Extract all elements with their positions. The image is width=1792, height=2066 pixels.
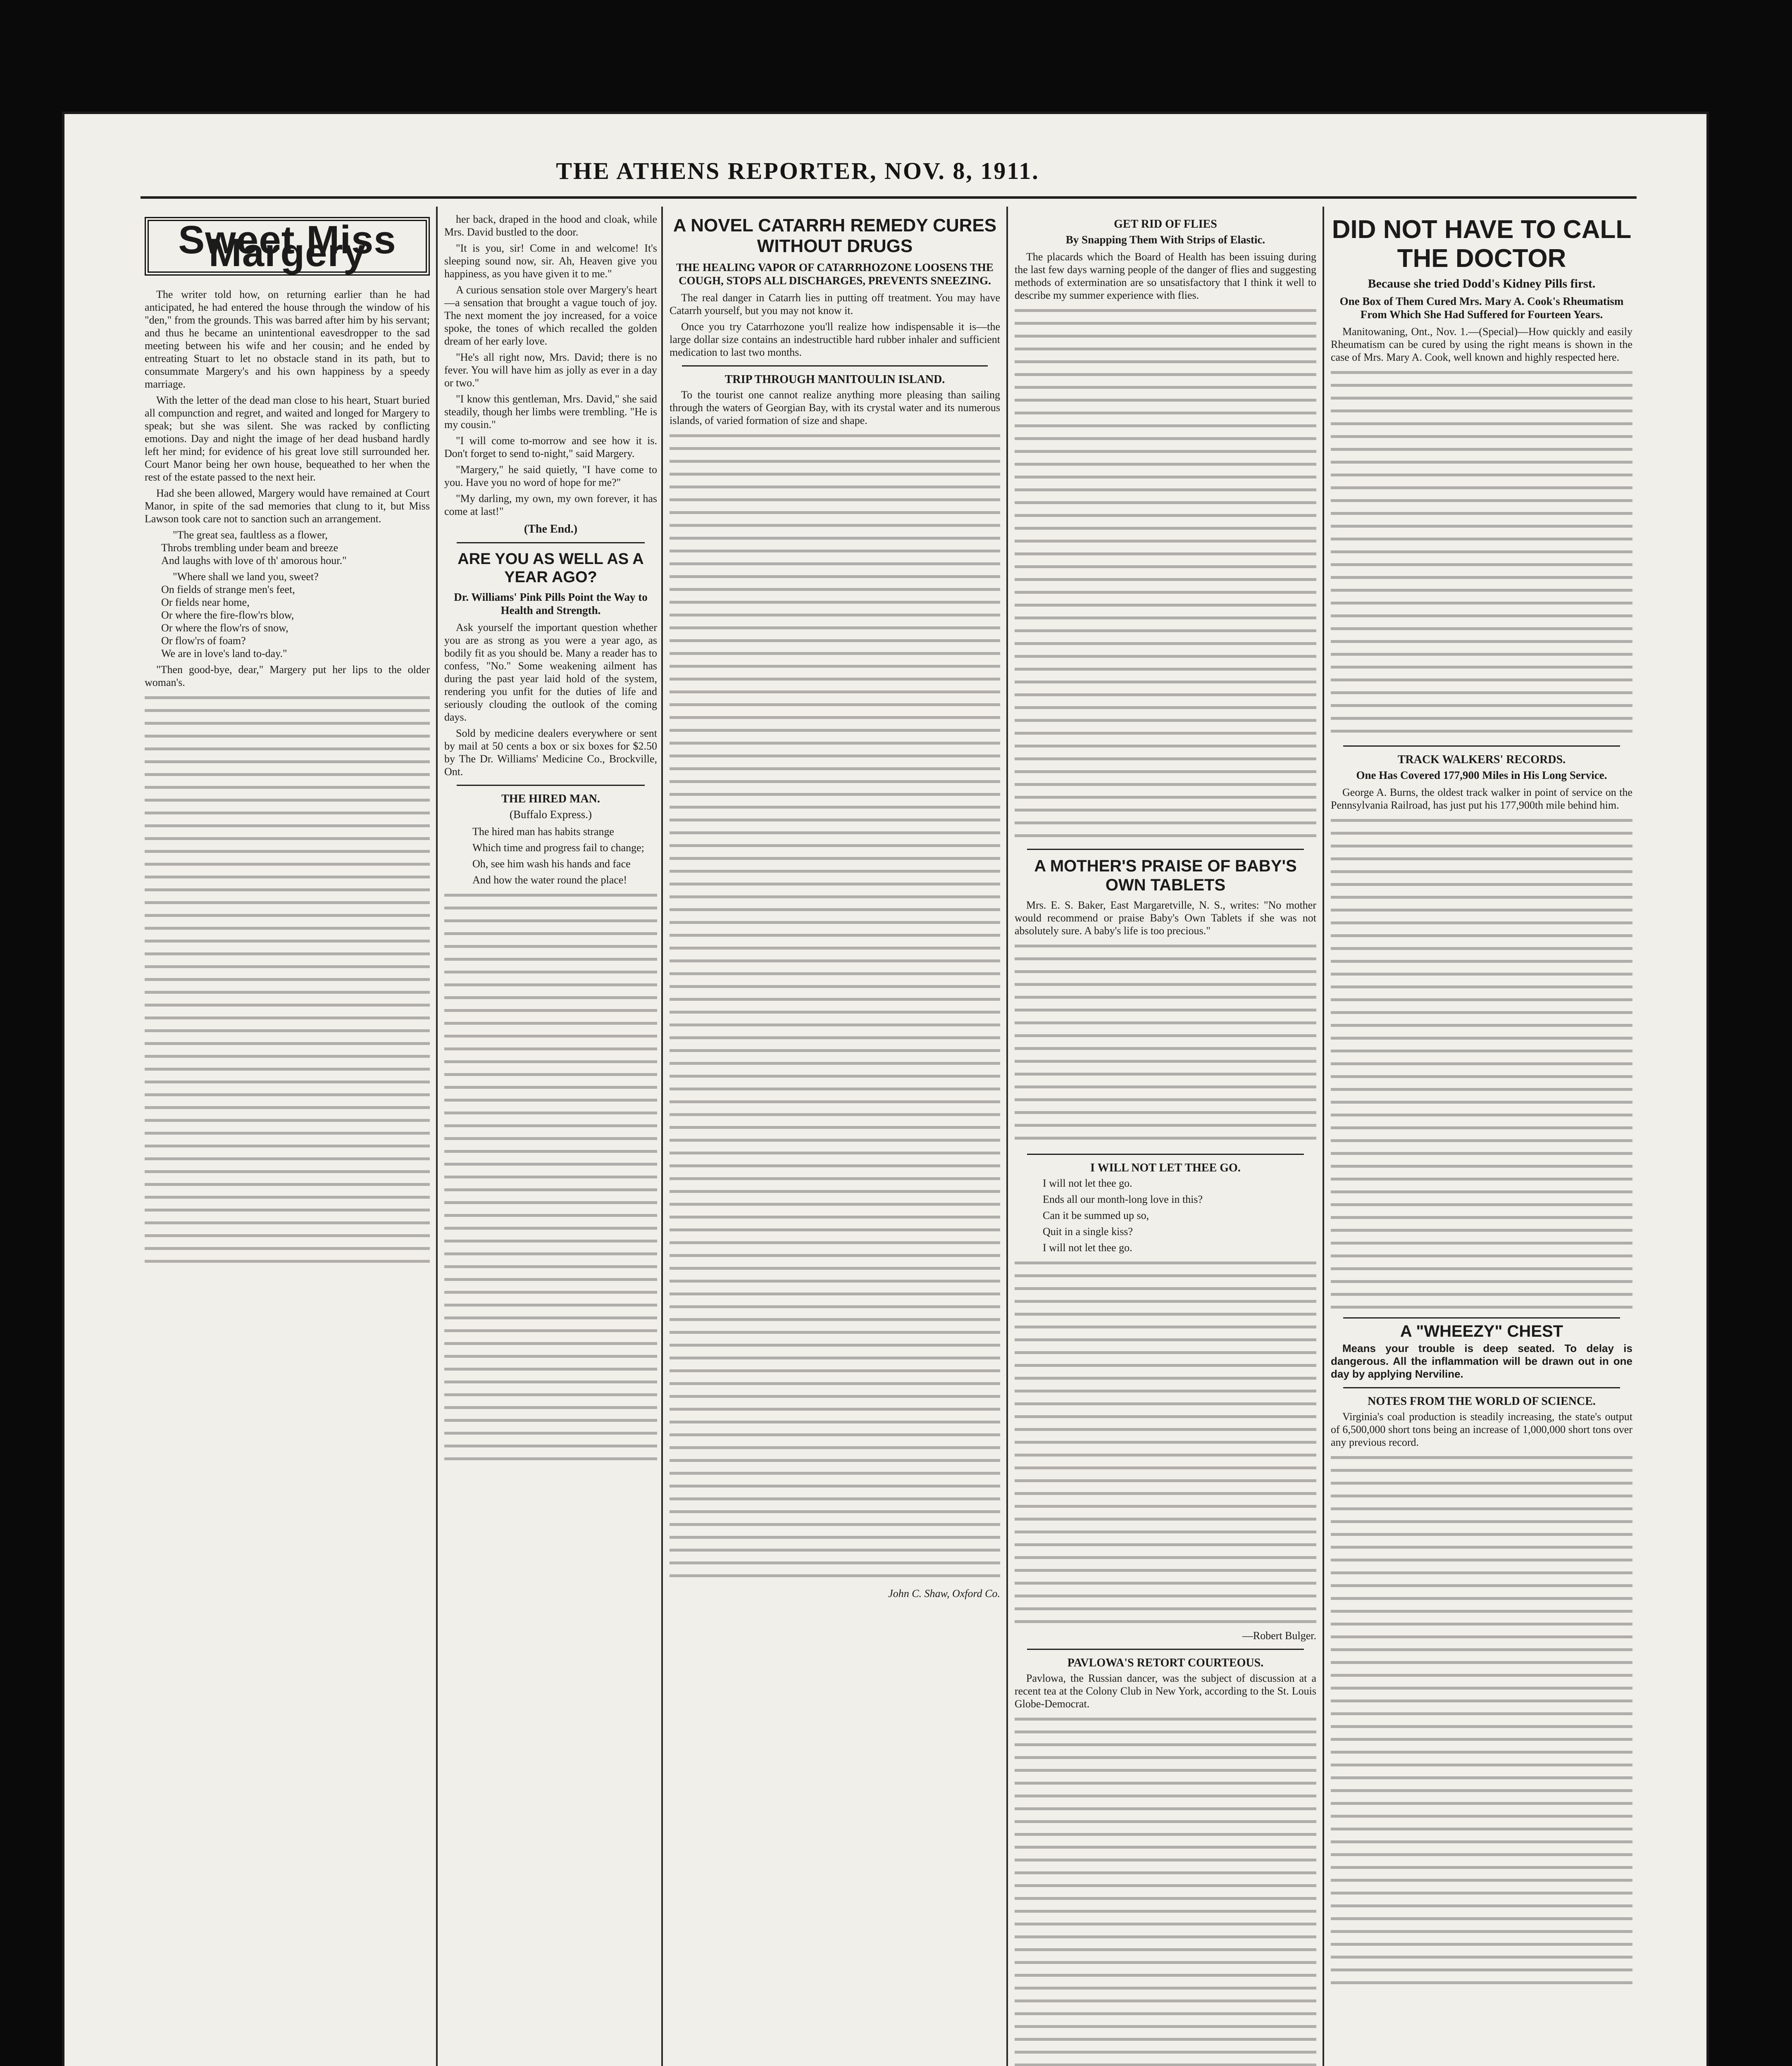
story-paragraph: "I will come to-morrow and see how it is. Don't forget to send to-night," said Margery. xyxy=(444,435,657,459)
trip-paragraph: To the tourist one cannot realize anything more pleasing than sailing through the waters of Georgian Bay, with its crystal water and its numerous islands, of varied formation of size and shape. xyxy=(670,389,1000,426)
notes-paragraph: Virginia's coal production is steadily increasing, the state's output of 6,500,000 short tons being an increase of 1,000,000 short tons over any previous record. xyxy=(1331,1411,1632,1448)
poem-line: And how the water round the place! xyxy=(472,874,627,886)
flies-headline: GET RID OF FLIES xyxy=(1114,218,1217,231)
text-lines xyxy=(444,890,657,1468)
notes-headline: NOTES FROM THE WORLD OF SCIENCE. xyxy=(1368,1395,1596,1408)
separator xyxy=(1343,1317,1620,1319)
separator xyxy=(1343,1387,1620,1388)
chest-paragraph: Means your trouble is deep seated. To delay is dangerous. All the inflammation will be drawn out in one day by applying Nerviline. xyxy=(1331,1342,1632,1380)
story-verse: "The great sea, faultless as a flower, Throbs trembling under beam and breeze And laughs with love of th' amorous hour." xyxy=(161,529,347,566)
text-lines xyxy=(1331,1452,1632,1989)
text-lines xyxy=(1015,1714,1316,2066)
doctor-subhead-2: One Box of Them Cured Mrs. Mary A. Cook's Rheumatism From Which She Had Suffered for Fourteen Years. xyxy=(1339,295,1624,321)
poem-line: Ends all our month-long love in this? xyxy=(1043,1193,1203,1205)
text-lines xyxy=(145,692,430,1271)
newspaper-page xyxy=(62,112,1709,2066)
story-verse: "Where shall we land you, sweet? On fields of strange men's feet, Or fields near home, Or where the fire-flow'rs blow, Or where the flow'rs of snow, Or flow'rs of foam? We are in love's land to-day." xyxy=(161,571,319,659)
poem-title: THE HIRED MAN. xyxy=(501,793,600,805)
track-headline: TRACK WALKERS' RECORDS. xyxy=(1397,753,1566,766)
column-flies xyxy=(1015,213,1316,2066)
signature: John C. Shaw, Oxford Co. xyxy=(888,1588,1000,1599)
pavlowa-headline: PAVLOWA'S RETORT COURTEOUS. xyxy=(1067,1657,1264,1669)
story-paragraph: With the letter of the dead man close to his heart, Stuart buried all compunction and regret, and waited and longed for Margery to speak; but she was silent. She was racked by conflicting emotions. Day and night the image of her dead husband hardly left her mind; for evidence of his great love still surrounded her. Court Manor being her own house, bequeathed to her when the rest of the estate passed to the next heir. xyxy=(145,394,430,483)
masthead-rule xyxy=(141,196,1637,199)
doctor-headline: DID NOT HAVE TO CALL THE DOCTOR xyxy=(1332,215,1632,273)
column-divider xyxy=(1006,207,1008,2066)
flies-paragraph: The placards which the Board of Health has been issuing during the last few days warning people of the danger of flies and suggesting methods of extermination are so unsatisfactory that I think it well to describe my summer experience with flies. xyxy=(1015,251,1316,301)
poem-line: I will not let thee go. xyxy=(1043,1242,1132,1254)
ad-subhead: Dr. Williams' Pink Pills Point the Way to Health and Strength. xyxy=(454,591,648,616)
separator xyxy=(1343,745,1620,747)
catarrh-paragraph: The real danger in Catarrh lies in putting off treatment. You may have Catarrh yourself, but you may not know it. xyxy=(670,292,1000,317)
poem-title: I WILL NOT LET THEE GO. xyxy=(1090,1162,1241,1174)
text-lines xyxy=(1015,305,1316,842)
story-paragraph: "Margery," he said quietly, "I have come to you. Have you no word of hope for me?" xyxy=(444,464,657,488)
separator xyxy=(682,365,988,367)
column-story-continued xyxy=(444,213,657,2066)
text-lines xyxy=(1331,367,1632,739)
poem-line: Can it be summed up so, xyxy=(1043,1209,1149,1221)
poem-source: (Buffalo Express.) xyxy=(510,808,592,821)
column-catarrh xyxy=(670,213,1000,2066)
poem-line: I will not let thee go. xyxy=(1043,1177,1132,1189)
doctor-subhead: Because she tried Dodd's Kidney Pills first. xyxy=(1368,277,1596,290)
trip-headline: TRIP THROUGH MANITOULIN ISLAND. xyxy=(724,373,945,386)
pavlowa-paragraph: Pavlowa, the Russian dancer, was the subject of discussion at a recent tea at the Colony Club in New York, according to the St. Louis Globe-Democrat. xyxy=(1015,1672,1316,1710)
column-divider xyxy=(1323,207,1324,2066)
text-lines xyxy=(1015,1257,1316,1629)
separator xyxy=(1027,1154,1304,1155)
column-divider xyxy=(661,207,663,2066)
catarrh-paragraph: Once you try Catarrhozone you'll realize how indispensable it is—the large dollar size contains an indestructible hard rubber inhaler and sufficient medication to last two months. xyxy=(670,321,1000,358)
story-paragraph: "Then good-bye, dear," Margery put her lips to the older woman's. xyxy=(145,664,430,688)
track-subhead: One Has Covered 177,900 Miles in His Long Service. xyxy=(1356,769,1607,781)
column-doctor xyxy=(1331,213,1632,2066)
poem-line: Oh, see him wash his hands and face xyxy=(472,858,631,870)
masthead: THE ATHENS REPORTER, NOV. 8, 1911. xyxy=(556,157,1039,184)
separator xyxy=(1027,1649,1304,1650)
story-paragraph: "It is you, sir! Come in and welcome! It's sleeping sound now, sir. Ah, Heaven give you happiness, as you have given it to me." xyxy=(444,242,657,280)
story-paragraph: Had she been allowed, Margery would have remained at Court Manor, in spite of the sad memories that clung to it, but Miss Lawson took care not to sanction such an arrangement. xyxy=(145,487,430,525)
column-story-left xyxy=(145,213,430,2066)
doctor-paragraph: Manitowaning, Ont., Nov. 1.—(Special)—How quickly and easily Rheumatism can be cured by using the right means is shown in the case of Mrs. Mary A. Cook, well known and highly respected here. xyxy=(1331,326,1632,363)
story-title: Sweet Miss Margery xyxy=(145,217,430,276)
story-paragraph: her back, draped in the hood and cloak, while Mrs. David bustled to the door. xyxy=(444,213,657,238)
separator xyxy=(457,542,645,543)
track-paragraph: George A. Burns, the oldest track walker in point of service on the Pennsylvania Railroad, has just put his 177,900th mile behind him. xyxy=(1331,786,1632,811)
ad-paragraph: Ask yourself the important question whether you are as strong as you were a year ago, as bodily fit as you should be. Many a reader has to confess, "No." Some weakening ailment has during the past year laid hold of the system, rendering you unfit for the duties of life and seriously clouding the outlook of the coming days. xyxy=(444,621,657,723)
separator xyxy=(1027,849,1304,850)
mother-paragraph: Mrs. E. S. Baker, East Margaretville, N. S., writes: "No mother would recommend or praise Baby's Own Tablets if she was not absolutely sure. A baby's life is too precious." xyxy=(1015,899,1316,937)
ad-headline: ARE YOU AS WELL AS A YEAR AGO? xyxy=(458,550,644,586)
text-lines xyxy=(1015,940,1316,1147)
story-paragraph: The writer told how, on returning earlier than he had anticipated, he had entered the house through the window of his "den," from the grounds. This was barred after him by his servant; and thus he became an unintentional eavesdropper to the sad meeting between his wife and her cousin; and he ended by entreating Stuart to let no obstacle stand in its path, but to consummate Margery's and his own happiness by a speedy marriage. xyxy=(145,288,430,390)
poem-author: —Robert Bulger. xyxy=(1242,1630,1316,1642)
poem-line: Which time and progress fail to change; xyxy=(472,842,644,854)
text-lines xyxy=(1331,815,1632,1311)
catarrh-subhead: THE HEALING VAPOR OF CATARRHOZONE LOOSENS THE COUGH, STOPS ALL DISCHARGES, PREVENTS SNEEZING. xyxy=(676,261,994,287)
text-lines xyxy=(670,430,1000,1587)
column-divider xyxy=(436,207,438,2066)
story-paragraph: "He's all right now, Mrs. David; there is no fever. You will have him as jolly as ever in a day or two." xyxy=(444,351,657,389)
story-end: (The End.) xyxy=(524,523,578,536)
ad-paragraph: Sold by medicine dealers everywhere or sent by mail at 50 cents a box or six boxes for $2.50 by The Dr. Williams' Medicine Co., Brockville, Ont. xyxy=(444,727,657,778)
story-paragraph: "I know this gentleman, Mrs. David," she said steadily, though her limbs were trembling. "He is my cousin." xyxy=(444,393,657,431)
chest-headline: A "WHEEZY" CHEST xyxy=(1400,1322,1563,1340)
catarrh-headline: A NOVEL CATARRH REMEDY CURES WITHOUT DRUGS xyxy=(673,215,997,256)
mother-headline: A MOTHER'S PRAISE OF BABY'S OWN TABLETS xyxy=(1034,857,1297,894)
poem-line: The hired man has habits strange xyxy=(472,826,614,838)
poem-line: Quit in a single kiss? xyxy=(1043,1226,1133,1238)
separator xyxy=(457,785,645,786)
story-paragraph: "My darling, my own, my own forever, it has come at last!" xyxy=(444,493,657,517)
flies-subhead: By Snapping Them With Strips of Elastic. xyxy=(1065,233,1265,246)
story-paragraph: A curious sensation stole over Margery's heart—a sensation that brought a vague touch of joy. The next moment the joy increased, for a voice spoke, the tones of which recalled the golden dream of her early love. xyxy=(444,284,657,347)
